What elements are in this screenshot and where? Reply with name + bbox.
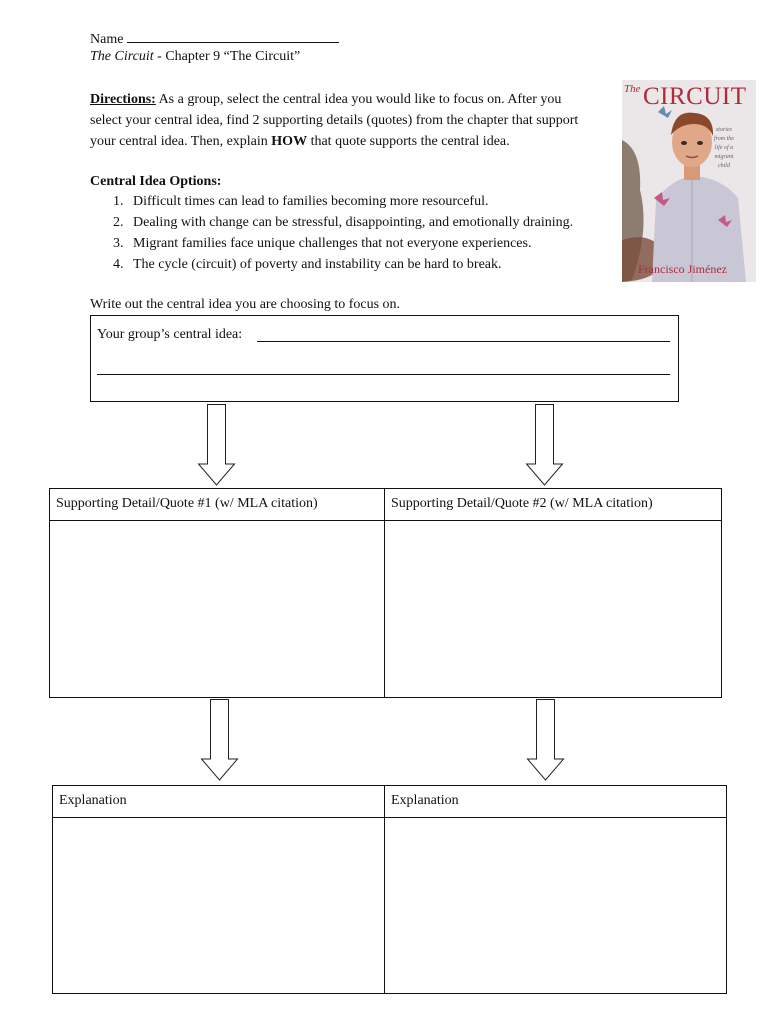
cover-title: CIRCUIT — [643, 83, 747, 110]
down-arrow-icon — [527, 699, 565, 781]
directions-line1: As a group, select the central idea you would like to focus on. After you — [155, 92, 562, 107]
name-line — [90, 28, 339, 49]
chapter-title — [90, 47, 300, 66]
central-idea-label: Your group’s central idea: — [97, 327, 243, 342]
down-arrow-icon — [526, 404, 564, 486]
central-idea-prompt: Write out the central idea you are choosing to focus on. — [90, 297, 401, 312]
down-arrow-icon — [198, 404, 236, 486]
quote2-header: Supporting Detail/Quote #2 (w/ MLA citation) — [385, 489, 721, 521]
central-idea-blank-1[interactable] — [257, 341, 670, 342]
table-divider — [384, 786, 385, 993]
option-item: 3. Migrant families face unique challenges that not everyone experiences. — [113, 236, 532, 251]
options-list — [113, 191, 573, 275]
quote1-header: Supporting Detail/Quote #1 (w/ MLA citation) — [50, 489, 385, 521]
explanation1-header: Explanation — [53, 786, 385, 818]
cover-author: Francisco Jiménez — [638, 262, 727, 276]
option-item: 4. The cycle (circuit) of poverty and instability can be hard to break. — [113, 257, 502, 272]
directions-label: Directions: — [90, 92, 156, 107]
explanation2-header: Explanation — [385, 786, 726, 818]
down-arrow-icon — [201, 699, 239, 781]
options-heading: Central Idea Options: — [90, 174, 222, 189]
chapter-text: - Chapter 9 “The Circuit” — [153, 49, 301, 64]
quotes-table — [49, 488, 722, 698]
central-idea-blank-2[interactable] — [97, 374, 670, 375]
explanation2-answer-area[interactable] — [386, 818, 726, 993]
book-title: The Circuit — [90, 49, 154, 64]
name-label: Name — [90, 32, 124, 47]
explanation1-answer-area[interactable] — [53, 818, 384, 993]
explanation-table — [52, 785, 727, 994]
book-cover-image — [622, 80, 756, 282]
cover-subtitle: stories from the life of a migrant child — [714, 127, 734, 169]
directions-line2: select your central idea, find 2 supporting details (quotes) from the chapter that support — [90, 113, 579, 128]
name-blank[interactable] — [127, 28, 339, 43]
cover-the: The — [624, 83, 641, 95]
quote1-answer-area[interactable] — [50, 521, 384, 697]
directions — [90, 90, 578, 151]
central-idea-box[interactable] — [90, 315, 679, 402]
directions-line3b: that quote supports the central idea. — [307, 134, 510, 149]
directions-how: HOW — [271, 134, 308, 149]
directions-line3a: your central idea. Then, explain — [90, 134, 272, 149]
option-item: 2. Dealing with change can be stressful, disappointing, and emotionally draining. — [113, 215, 574, 230]
option-item: 1. Difficult times can lead to families becoming more resourceful. — [113, 194, 489, 209]
quote2-answer-area[interactable] — [386, 521, 721, 697]
table-divider — [384, 489, 385, 697]
